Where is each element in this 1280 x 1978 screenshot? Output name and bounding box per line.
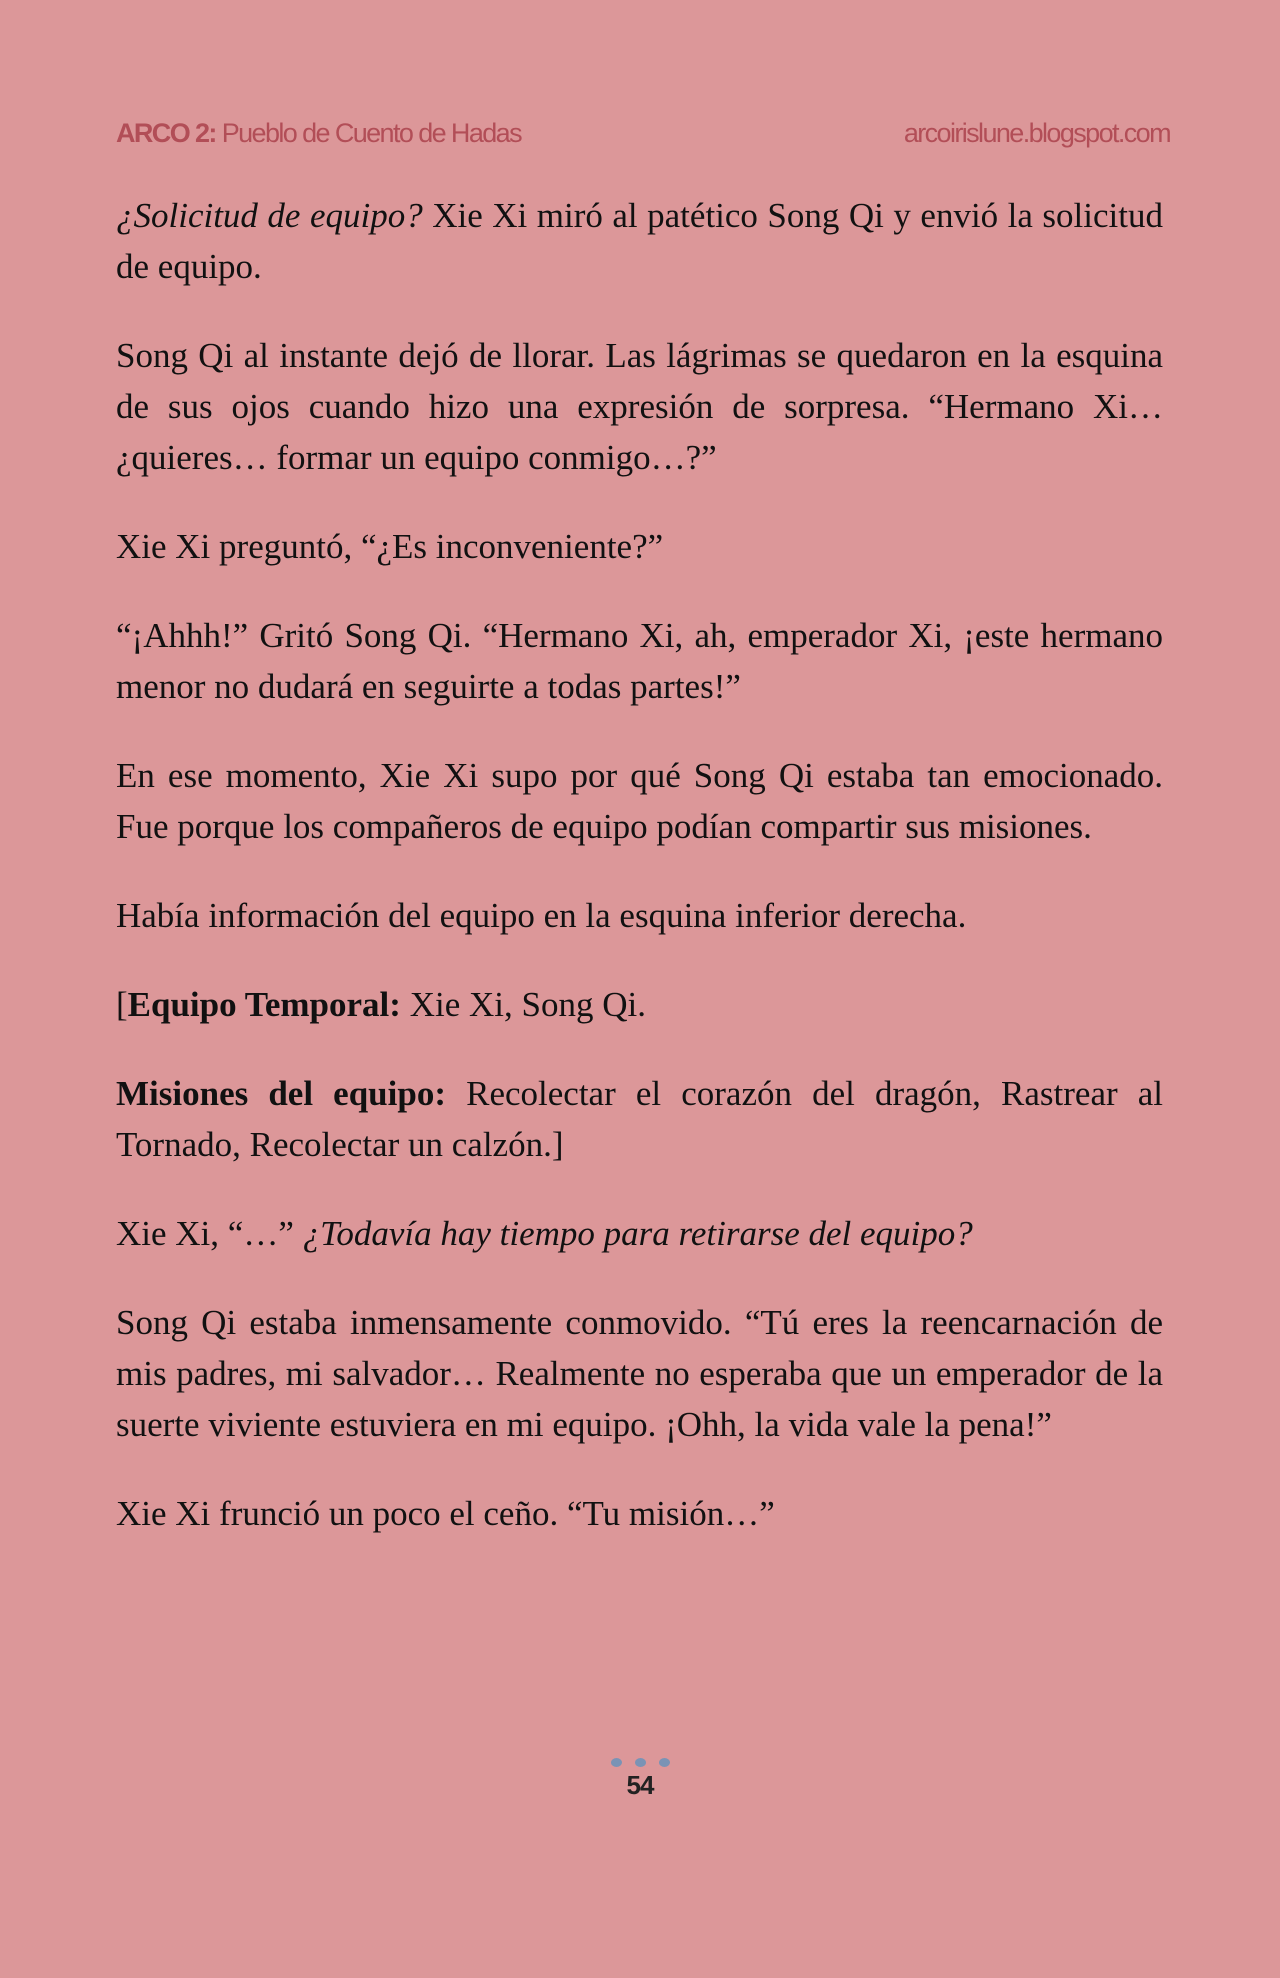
paragraph: Song Qi estaba inmensamente conmovido. “Tú eres la reencarnación de mis padres, mi salvador… Realmente no esperaba que un emperador de la suerte viviente estuviera en mi equipo. ¡Ohh, la vida vale la pena!” [116,1303,1163,1444]
paragraph: Xie Xi frunció un poco el ceño. “Tu misión…” [116,1494,775,1533]
arc-label: ARCO 2: [116,118,216,148]
paragraph: “¡Ahhh!” Gritó Song Qi. “Hermano Xi, ah, emperador Xi, ¡este hermano menor no dudará en seguirte a todas partes!” [116,616,1163,706]
paragraph-text: Xie Xi, “…” [116,1214,303,1253]
paragraph-text: Xie Xi miró al patético Song Qi y envió la solicitud de equipo. [116,196,1163,286]
book-title [116,118,521,149]
paragraph: Xie Xi preguntó, “¿Es inconveniente?” [116,527,664,566]
page-header [116,118,1170,158]
dot-icon [659,1758,670,1767]
missions-list: Recolectar el corazón del dragón, Rastrear al Tornado, Recolectar un calzón.] [116,1074,1164,1164]
arc-title: Pueblo de Cuento de Hadas [221,118,521,148]
team-members: Xie Xi, Song Qi. [400,985,646,1024]
paragraph: Había información del equipo en la esquina inferior derecha. [116,896,967,935]
page-footer [0,1758,1280,1801]
chapter-text [116,190,1163,1577]
italic-thought: ¿Todavía hay tiempo para retirarse del equipo? [302,1214,973,1253]
italic-thought: ¿Solicitud de equipo? [116,196,423,235]
bracket: [ [116,985,128,1024]
paragraph [116,1208,1163,1259]
dot-icon [635,1758,646,1767]
missions-label: Misiones del equipo: [116,1074,446,1113]
page-number: 54 [626,1770,654,1800]
site-url: arcoirislune.blogspot.com [903,118,1170,148]
team-missions-paragraph [116,1068,1163,1170]
paragraph: Song Qi al instante dejó de llorar. Las lágrimas se quedaron en la esquina de sus ojos cuando hizo una expresión de sorpresa. “Hermano Xi… ¿quieres… formar un equipo conmigo…?” [116,336,1163,477]
team-label: Equipo Temporal: [127,985,401,1024]
paragraph: En ese momento, Xie Xi supo por qué Song Qi estaba tan emocionado. Fue porque los compañeros de equipo podían compartir sus misiones. [116,756,1163,846]
paragraph [116,190,1163,292]
dot-icon [611,1758,622,1767]
team-info-paragraph [116,979,1163,1030]
ornament-dots [0,1758,1280,1770]
